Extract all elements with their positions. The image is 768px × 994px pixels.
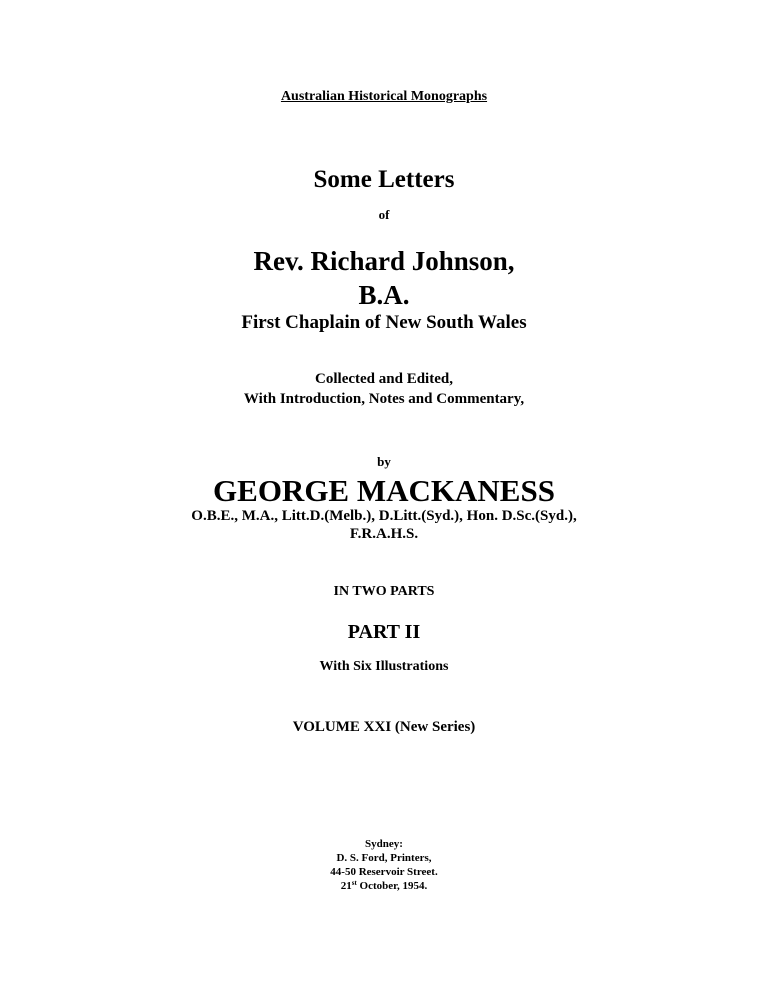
author-role: First Chaplain of New South Wales [241, 312, 527, 333]
series-title: Australian Historical Monographs [280, 89, 488, 104]
parts-note: IN TWO PARTS [333, 584, 435, 599]
editor-qualifications-line-2: F.R.A.H.S. [349, 526, 419, 542]
imprint-date [0, 881, 768, 892]
book-title: Some Letters [313, 166, 455, 193]
imprint-place: Sydney: [365, 838, 403, 850]
editor-qualifications-line-1: O.B.E., M.A., Litt.D.(Melb.), D.Litt.(Syd.), Hon. D.Sc.(Syd.), [191, 508, 577, 524]
volume-label: VOLUME XXI (New Series) [292, 719, 476, 735]
imprint-printer: D. S. Ford, Printers, [336, 852, 432, 864]
imprint-date-rest: October, 1954. [356, 880, 428, 892]
by-connector: by [377, 454, 391, 469]
illustrations-note: With Six Illustrations [319, 659, 449, 674]
of-connector: of [378, 207, 390, 222]
edited-note-line-2: With Introduction, Notes and Commentary, [243, 391, 525, 407]
imprint-address: 44-50 Reservoir Street. [330, 866, 438, 878]
editor-name: GEORGE MACKANESS [213, 473, 555, 508]
imprint-date-suffix: st [351, 879, 357, 887]
part-number: PART II [347, 621, 421, 643]
edited-note-line-1: Collected and Edited, [315, 371, 453, 387]
author-name-line-2: B.A. [358, 280, 410, 310]
imprint-date-day: 21 [340, 880, 352, 892]
author-name-line-1: Rev. Richard Johnson, [253, 246, 515, 276]
